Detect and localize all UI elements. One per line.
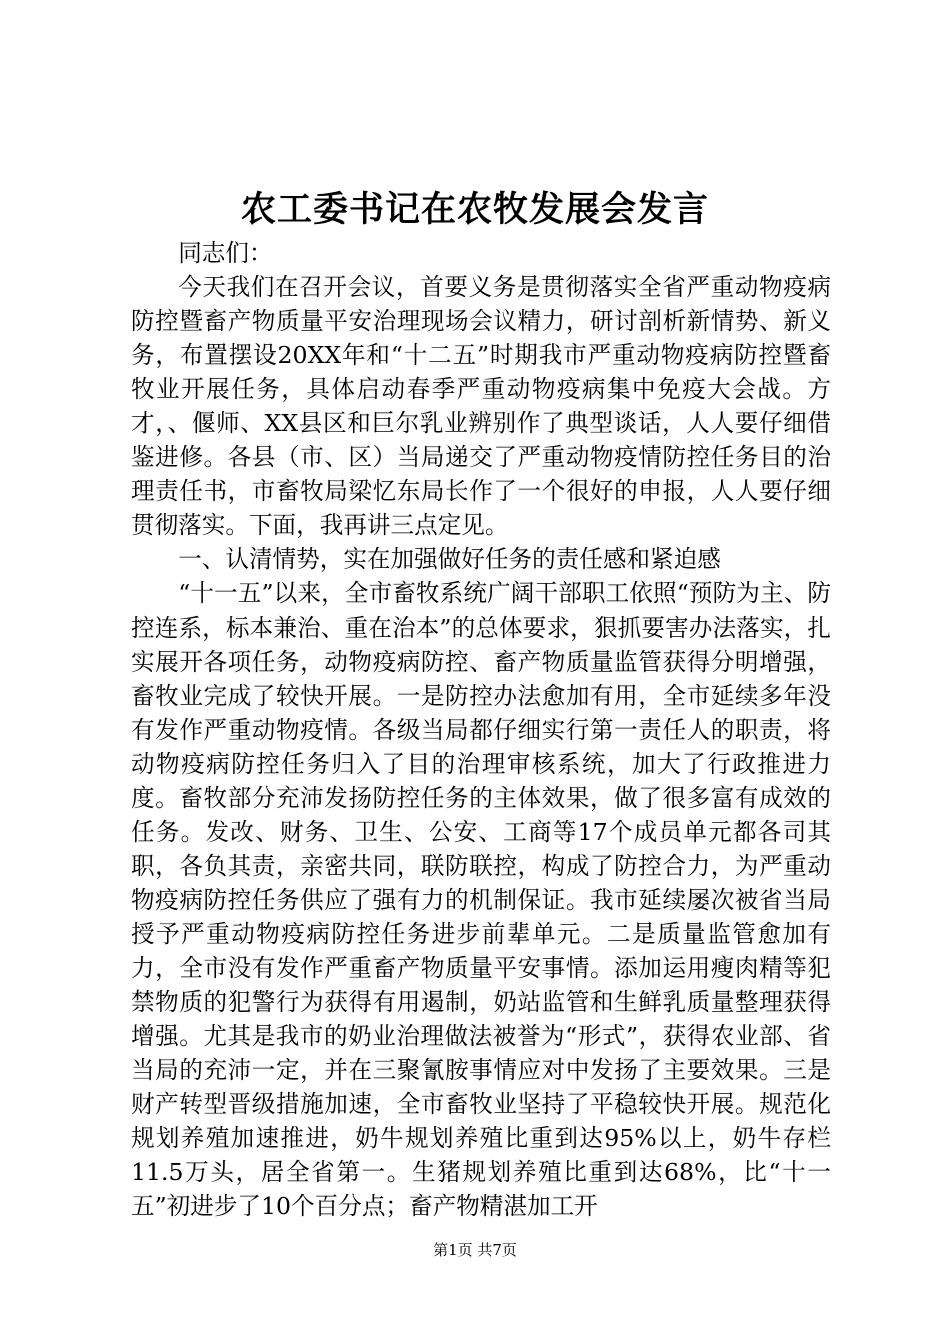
intro-paragraph: 今天我们在召开会议，首要义务是贯彻落实全省严重动物疫病防控暨畜产物质量平安治理现场会议精力，研讨剖析新情势、新义务，布置摆设20XX年和“十二五”时期我市严重动物疫病防控暨畜牧业开展任务，具体启动春季严重动物疫病集中免疫大会战。方才，、偃师、XX县区和巨尔乳业辨别作了典型谈话，人人要仔细借鉴进修。各县（市、区）当局递交了严重动物疫情防控任务目的治理责任书，市畜牧局梁忆东局长作了一个很好的申报，人人要仔细贯彻落实。下面，我再讲三点定见。 <box>131 273 831 540</box>
page-number-footer: 第1页 共7页 <box>433 1241 517 1259</box>
document-body <box>131 236 831 1223</box>
body-paragraph: “十一五”以来，全市畜牧系统广阔干部职工依照“预防为主、防控连系，标本兼治、重在治本”的总体要求，狠抓要害办法落实，扎实展开各项任务，动物疫病防控、畜产物质量监管获得分明增强，畜牧业完成了较快开展。一是防控办法愈加有用，全市延续多年没有发作严重动物疫情。各级当局都仔细实行第一责任人的职责，将动物疫病防控任务归入了目的治理审核系统，加大了行政推进力度。畜牧部分充沛发扬防控任务的主体效果，做了很多富有成效的任务。发改、财务、卫生、公安、工商等17个成员单元都各司其职，各负其责，亲密共同，联防联控，构成了防控合力，为严重动物疫病防控任务供应了强有力的机制保证。我市延续屡次被省当局授予严重动物疫病防控任务进步前辈单元。二是质量监管愈加有力，全市没有发作严重畜产物质量平安事情。添加运用瘦肉精等犯禁物质的犯警行为获得有用遏制，奶站监管和生鲜乳质量整理获得增强。尤其是我市的奶业治理做法被誉为“形式”，获得农业部、省当局的充沛一定，并在三聚氰胺事情应对中发扬了主要效果。三是财产转型晋级措施加速，全市畜牧业坚持了平稳较快开展。规范化规划养殖加速推进，奶牛规划养殖比重到达95%以上，奶牛存栏11.5万头，居全省第一。生猪规划养殖比重到达68%，比“十一五”初进步了10个百分点；畜产物精湛加工开 <box>131 579 831 1221</box>
document-title: 农工委书记在农牧发展会发言 <box>240 189 709 230</box>
salutation-paragraph: 同志们： <box>178 239 273 267</box>
section-heading: 一、认清情势，实在加强做好任务的责任感和紧迫感 <box>178 545 721 574</box>
